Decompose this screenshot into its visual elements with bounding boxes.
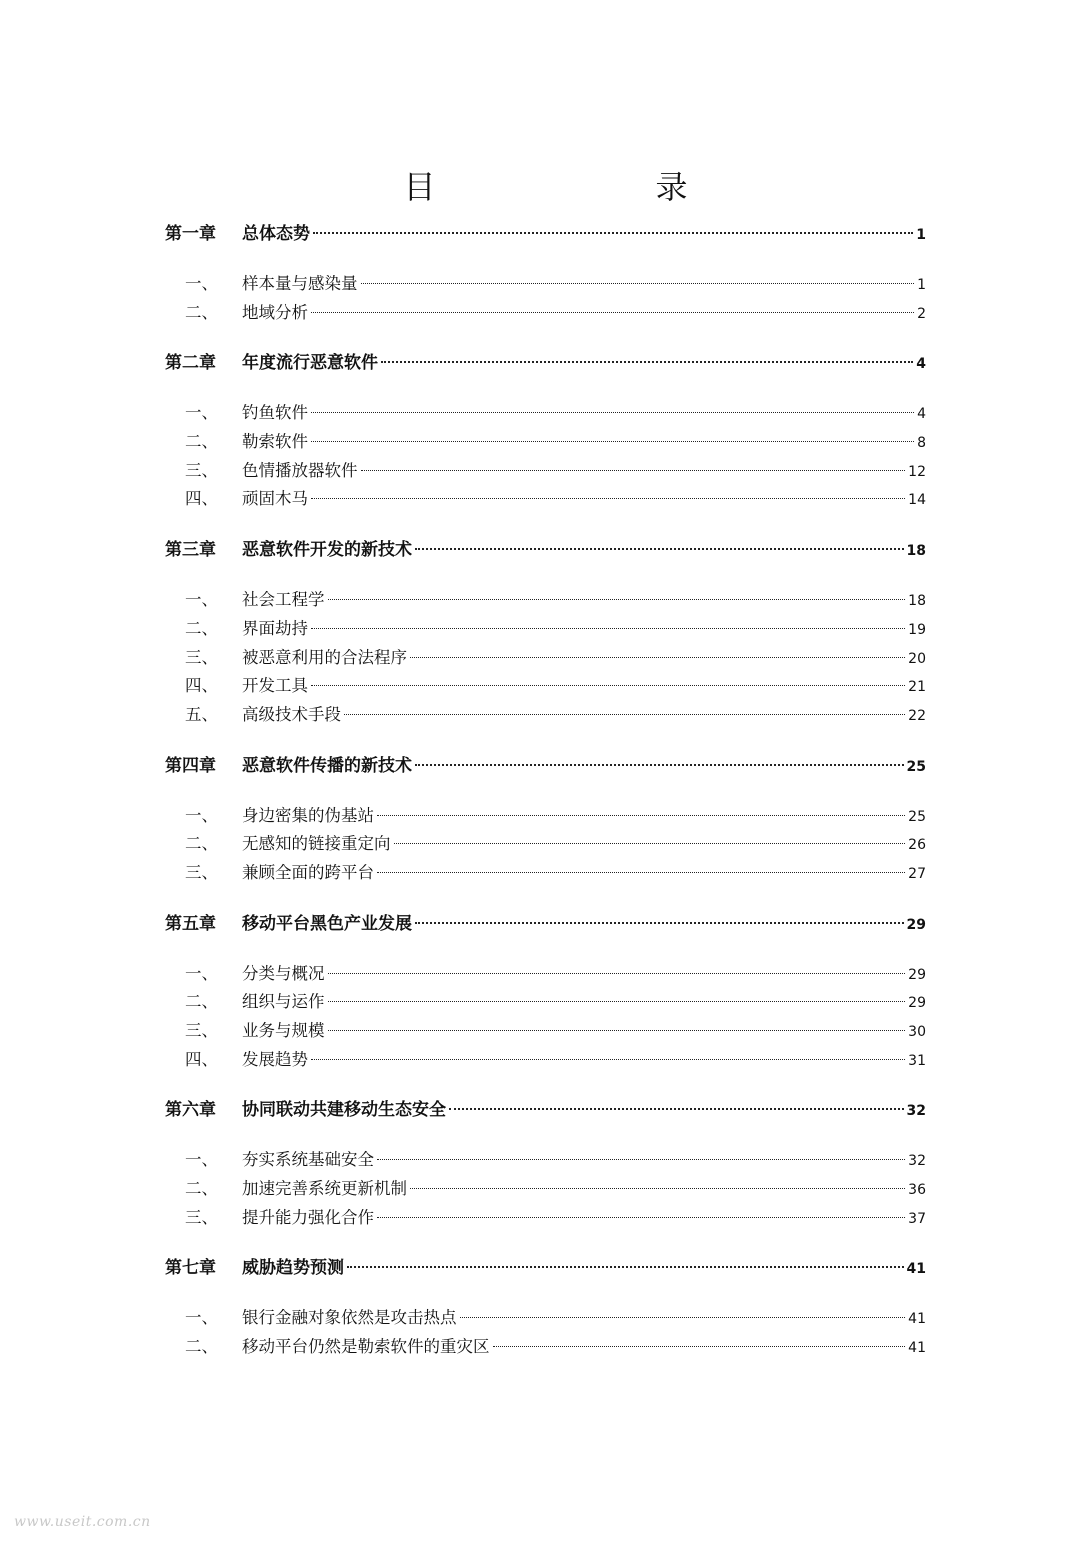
section-number: 一、 [185,590,218,610]
section-number: 二、 [185,1179,218,1199]
dot-leader [328,1001,906,1002]
page-number: 32 [908,1153,926,1170]
table-of-contents [165,218,926,1362]
section-number: 三、 [185,647,218,667]
chapter-number: 第四章 [165,755,216,776]
dot-leader [328,599,906,600]
section-number: 二、 [185,992,218,1012]
dot-leader [328,973,906,974]
page-number: 8 [917,435,926,452]
section-number: 二、 [185,834,218,854]
section-title: 被恶意利用的合法程序 [242,647,407,667]
section-title: 提升能力强化合作 [242,1207,374,1227]
chapter-title: 恶意软件传播的新技术 [242,755,412,776]
page-number: 41 [908,1340,926,1357]
chapter-title: 协同联动共建移动生态安全 [242,1100,446,1121]
toc-section-entry[interactable] [165,672,926,701]
page-number: 1 [917,277,926,293]
dot-leader [361,470,906,471]
toc-section-entry[interactable] [165,399,926,428]
section-number: 一、 [185,805,218,825]
chapter-title: 总体态势 [242,224,310,244]
toc-section-entry[interactable] [165,299,926,328]
page-number: 29 [908,995,926,1012]
page-number: 36 [908,1182,926,1199]
chapter-number: 第七章 [165,1258,216,1279]
toc-section-entry[interactable] [165,1333,926,1362]
page-number: 1 [916,227,926,243]
dot-leader [377,872,905,873]
page-number: 20 [908,650,926,667]
page-number: 18 [906,543,926,560]
section-title: 社会工程学 [242,590,325,610]
section-title: 样本量与感染量 [242,274,358,293]
dot-leader [460,1317,906,1318]
dot-leader [493,1346,906,1347]
chapter-title: 威胁趋势预测 [242,1258,344,1279]
section-title: 高级技术手段 [242,704,341,724]
page-number: 30 [908,1024,926,1040]
section-number: 二、 [185,618,218,638]
section-number: 三、 [185,1021,218,1040]
chapter-number: 第三章 [165,540,216,561]
section-number: 三、 [185,1207,218,1227]
section-number: 三、 [185,862,218,882]
toc-section-entry[interactable] [165,1204,926,1233]
section-title: 无感知的链接重定向 [242,834,391,854]
section-title: 界面劫持 [242,618,308,638]
dot-leader [344,714,905,715]
section-number: 一、 [185,1150,218,1170]
section-title: 开发工具 [242,676,308,696]
chapter-number: 第五章 [165,913,216,934]
toc-section-entry[interactable] [165,1046,926,1075]
toc-section-entry[interactable] [165,1304,926,1333]
dot-leader [313,232,913,234]
dot-leader [381,361,913,363]
section-title: 夯实系统基础安全 [242,1150,374,1170]
toc-chapter-entry[interactable] [165,218,926,250]
page-number: 32 [906,1103,926,1120]
dot-leader [415,922,904,924]
section-title: 发展趋势 [242,1049,308,1069]
section-number: 四、 [185,1049,218,1069]
dot-leader [410,657,905,658]
dot-leader [415,764,904,766]
page-number: 21 [908,679,926,696]
dot-leader [347,1266,904,1268]
page-number: 14 [908,492,926,509]
toc-section-entry[interactable] [165,859,926,888]
page-number: 4 [916,356,926,373]
section-number: 二、 [185,432,218,452]
page-number: 37 [908,1210,926,1227]
page-number: 29 [906,916,926,933]
dot-leader [311,628,905,629]
toc-section-entry[interactable] [165,457,926,486]
page-number: 4 [917,406,926,423]
watermark: www.useit.com.cn [14,1514,151,1530]
toc-section-entry[interactable] [165,701,926,730]
toc-chapter-entry[interactable] [165,750,926,782]
toc-chapter-entry[interactable] [165,1094,926,1126]
toc-section-entry[interactable] [165,485,926,514]
dot-leader [311,312,914,313]
toc-section-entry[interactable] [165,960,926,989]
section-number: 二、 [185,1337,218,1357]
toc-section-entry[interactable] [165,1175,926,1204]
dot-leader [311,685,905,686]
section-title: 分类与概况 [242,963,325,983]
dot-leader [377,1217,905,1218]
section-number: 一、 [185,403,218,423]
dot-leader [415,548,904,550]
page-number: 22 [908,707,926,724]
dot-leader [377,815,905,816]
page-number: 18 [908,593,926,610]
toc-section-entry[interactable] [165,644,926,673]
page-number: 41 [908,1311,926,1328]
page-number: 25 [908,808,926,825]
page-number: 29 [908,966,926,983]
chapter-title: 年度流行恶意软件 [242,353,378,374]
section-number: 二、 [185,302,218,322]
dot-leader [449,1108,904,1110]
section-title: 钓鱼软件 [242,403,308,423]
section-number: 四、 [185,489,218,509]
toc-chapter-entry[interactable] [165,347,926,379]
page-number: 25 [906,758,926,775]
dot-leader [311,441,914,442]
page-number: 19 [908,621,926,638]
section-title: 银行金融对象依然是攻击热点 [242,1308,457,1328]
toc-chapter-entry[interactable] [165,1252,926,1284]
dot-leader [361,283,915,284]
section-number: 一、 [185,1308,218,1328]
section-title: 勒索软件 [242,432,308,452]
toc-section-entry[interactable] [165,586,926,615]
page-number: 26 [908,837,926,854]
section-title: 业务与规模 [242,1021,325,1040]
toc-section-entry[interactable] [165,988,926,1017]
section-title: 地域分析 [242,302,308,322]
dot-leader [311,498,905,499]
page-number: 12 [908,463,926,480]
toc-chapter-entry[interactable] [165,908,926,940]
toc-section-entry[interactable] [165,802,926,831]
section-number: 五、 [185,704,218,724]
toc-section-entry[interactable] [165,1146,926,1175]
chapter-title: 移动平台黑色产业发展 [242,913,412,934]
dot-leader [311,412,914,413]
section-title: 组织与运作 [242,992,325,1012]
toc-section-entry[interactable] [165,830,926,859]
chapter-number: 第一章 [165,224,216,244]
section-number: 一、 [185,963,218,983]
toc-section-entry[interactable] [165,428,926,457]
section-number: 一、 [185,274,218,293]
toc-section-entry[interactable] [165,1017,926,1046]
dot-leader [328,1030,906,1031]
section-number: 四、 [185,676,218,696]
page-number: 2 [917,305,926,322]
section-title: 兼顾全面的跨平台 [242,862,374,882]
dot-leader [377,1159,905,1160]
section-title: 顽固木马 [242,489,308,509]
toc-section-entry[interactable] [165,270,926,299]
dot-leader [410,1188,905,1189]
dot-leader [311,1059,905,1060]
chapter-number: 第二章 [165,353,216,374]
section-title: 身边密集的伪基站 [242,805,374,825]
page-number: 31 [908,1052,926,1069]
page-number: 27 [908,865,926,882]
page-title: 目 录 [403,168,740,207]
section-number: 三、 [185,460,218,480]
toc-chapter-entry[interactable] [165,534,926,566]
chapter-number: 第六章 [165,1100,216,1121]
section-title: 移动平台仍然是勒索软件的重灾区 [242,1337,490,1357]
section-title: 色情播放器软件 [242,460,358,480]
chapter-title: 恶意软件开发的新技术 [242,540,412,561]
section-title: 加速完善系统更新机制 [242,1179,407,1199]
page-number: 41 [906,1261,926,1278]
toc-section-entry[interactable] [165,615,926,644]
dot-leader [394,843,906,844]
